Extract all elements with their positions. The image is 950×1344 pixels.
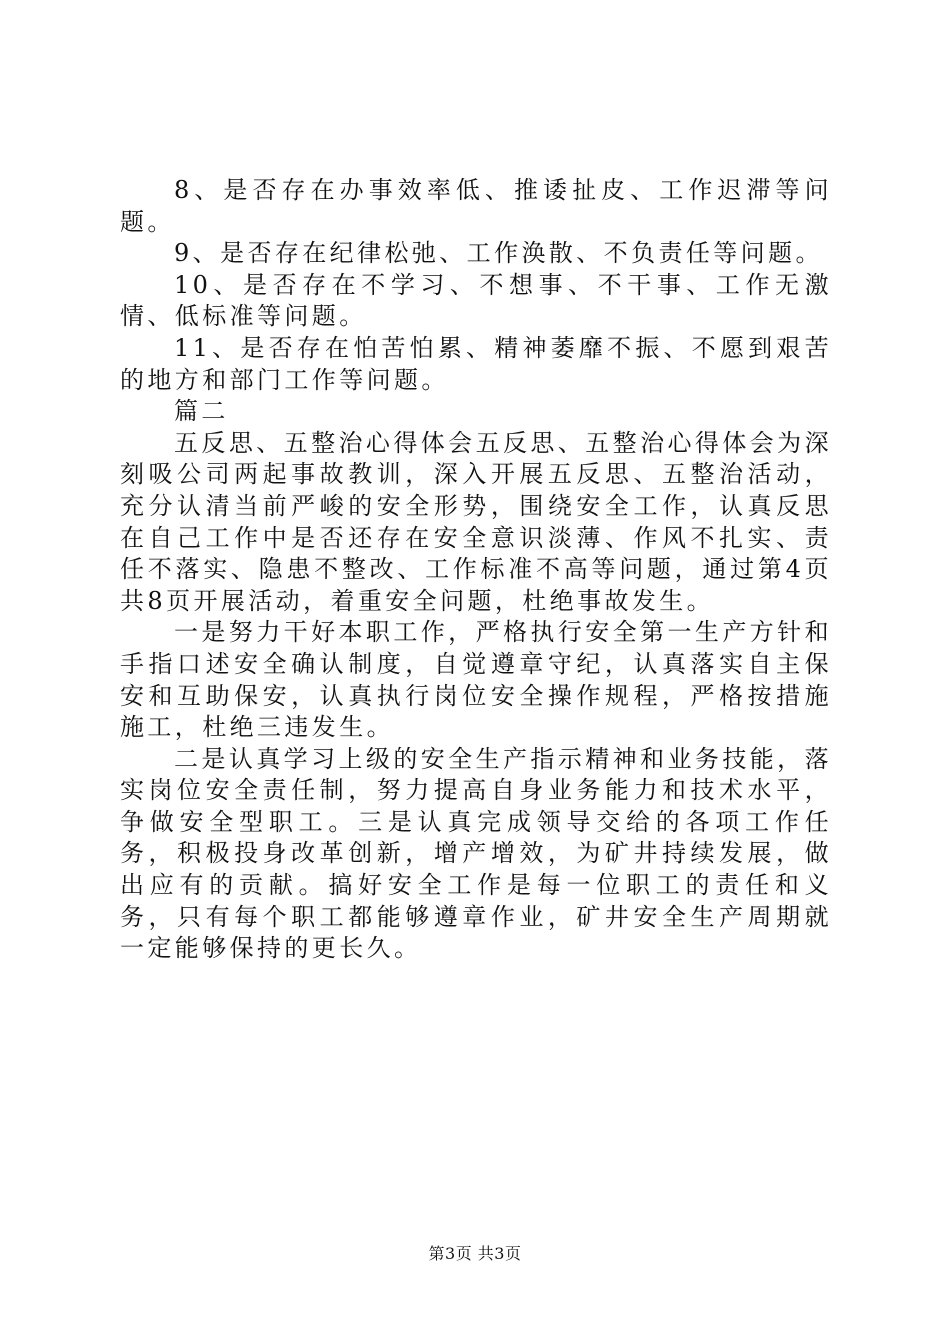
- paragraph-point-one: 一是努力干好本职工作，严格执行安全第一生产方针和手指口述安全确认制度，自觉遵章守纪，认真落实自主保安和互助保安，认真执行岗位安全操作规程，严格按措施施工，杜绝三违发生。: [120, 618, 832, 742]
- paragraph-item-11: 11、是否存在怕苦怕累、精神萎靡不振、不愿到艰苦的地方和部门工作等问题。: [120, 333, 832, 394]
- page-number: 第3页 共3页: [428, 1244, 522, 1263]
- paragraph-item-8: 8、是否存在办事效率低、推诿扯皮、工作迟滞等问题。: [120, 176, 832, 236]
- page-footer: [0, 1244, 950, 1264]
- paragraph-intro: 五反思、五整治心得体会五反思、五整治心得体会为深刻吸公司两起事故教训，深入开展五反思、五整治活动，充分认清当前严峻的安全形势，围绕安全工作，认真反思在自己工作中是否还存在安全意识淡薄、作风不扎实、责任不落实、隐患不整改、工作标准不高等问题，通过第4页共8页开展活动，着重安全问题，杜绝事故发生。: [120, 428, 832, 615]
- document-body: [120, 175, 832, 965]
- paragraph-item-10: 10、是否存在不学习、不想事、不干事、工作无激情、低标准等问题。: [120, 270, 832, 331]
- section-heading: 篇二: [174, 397, 229, 426]
- paragraph-item-9: 9、是否存在纪律松弛、工作涣散、不负责任等问题。: [174, 239, 823, 268]
- paragraph-point-two: 二是认真学习上级的安全生产指示精神和业务技能，落实岗位安全责任制，努力提高自身业务能力和技术水平，争做安全型职工。三是认真完成领导交给的各项工作任务，积极投身改革创新，增产增效，为矿井持续发展，做出应有的贡献。搞好安全工作是每一位职工的责任和义务，只有每个职工都能够遵章作业，矿井安全生产周期就一定能够保持的更长久。: [120, 744, 832, 963]
